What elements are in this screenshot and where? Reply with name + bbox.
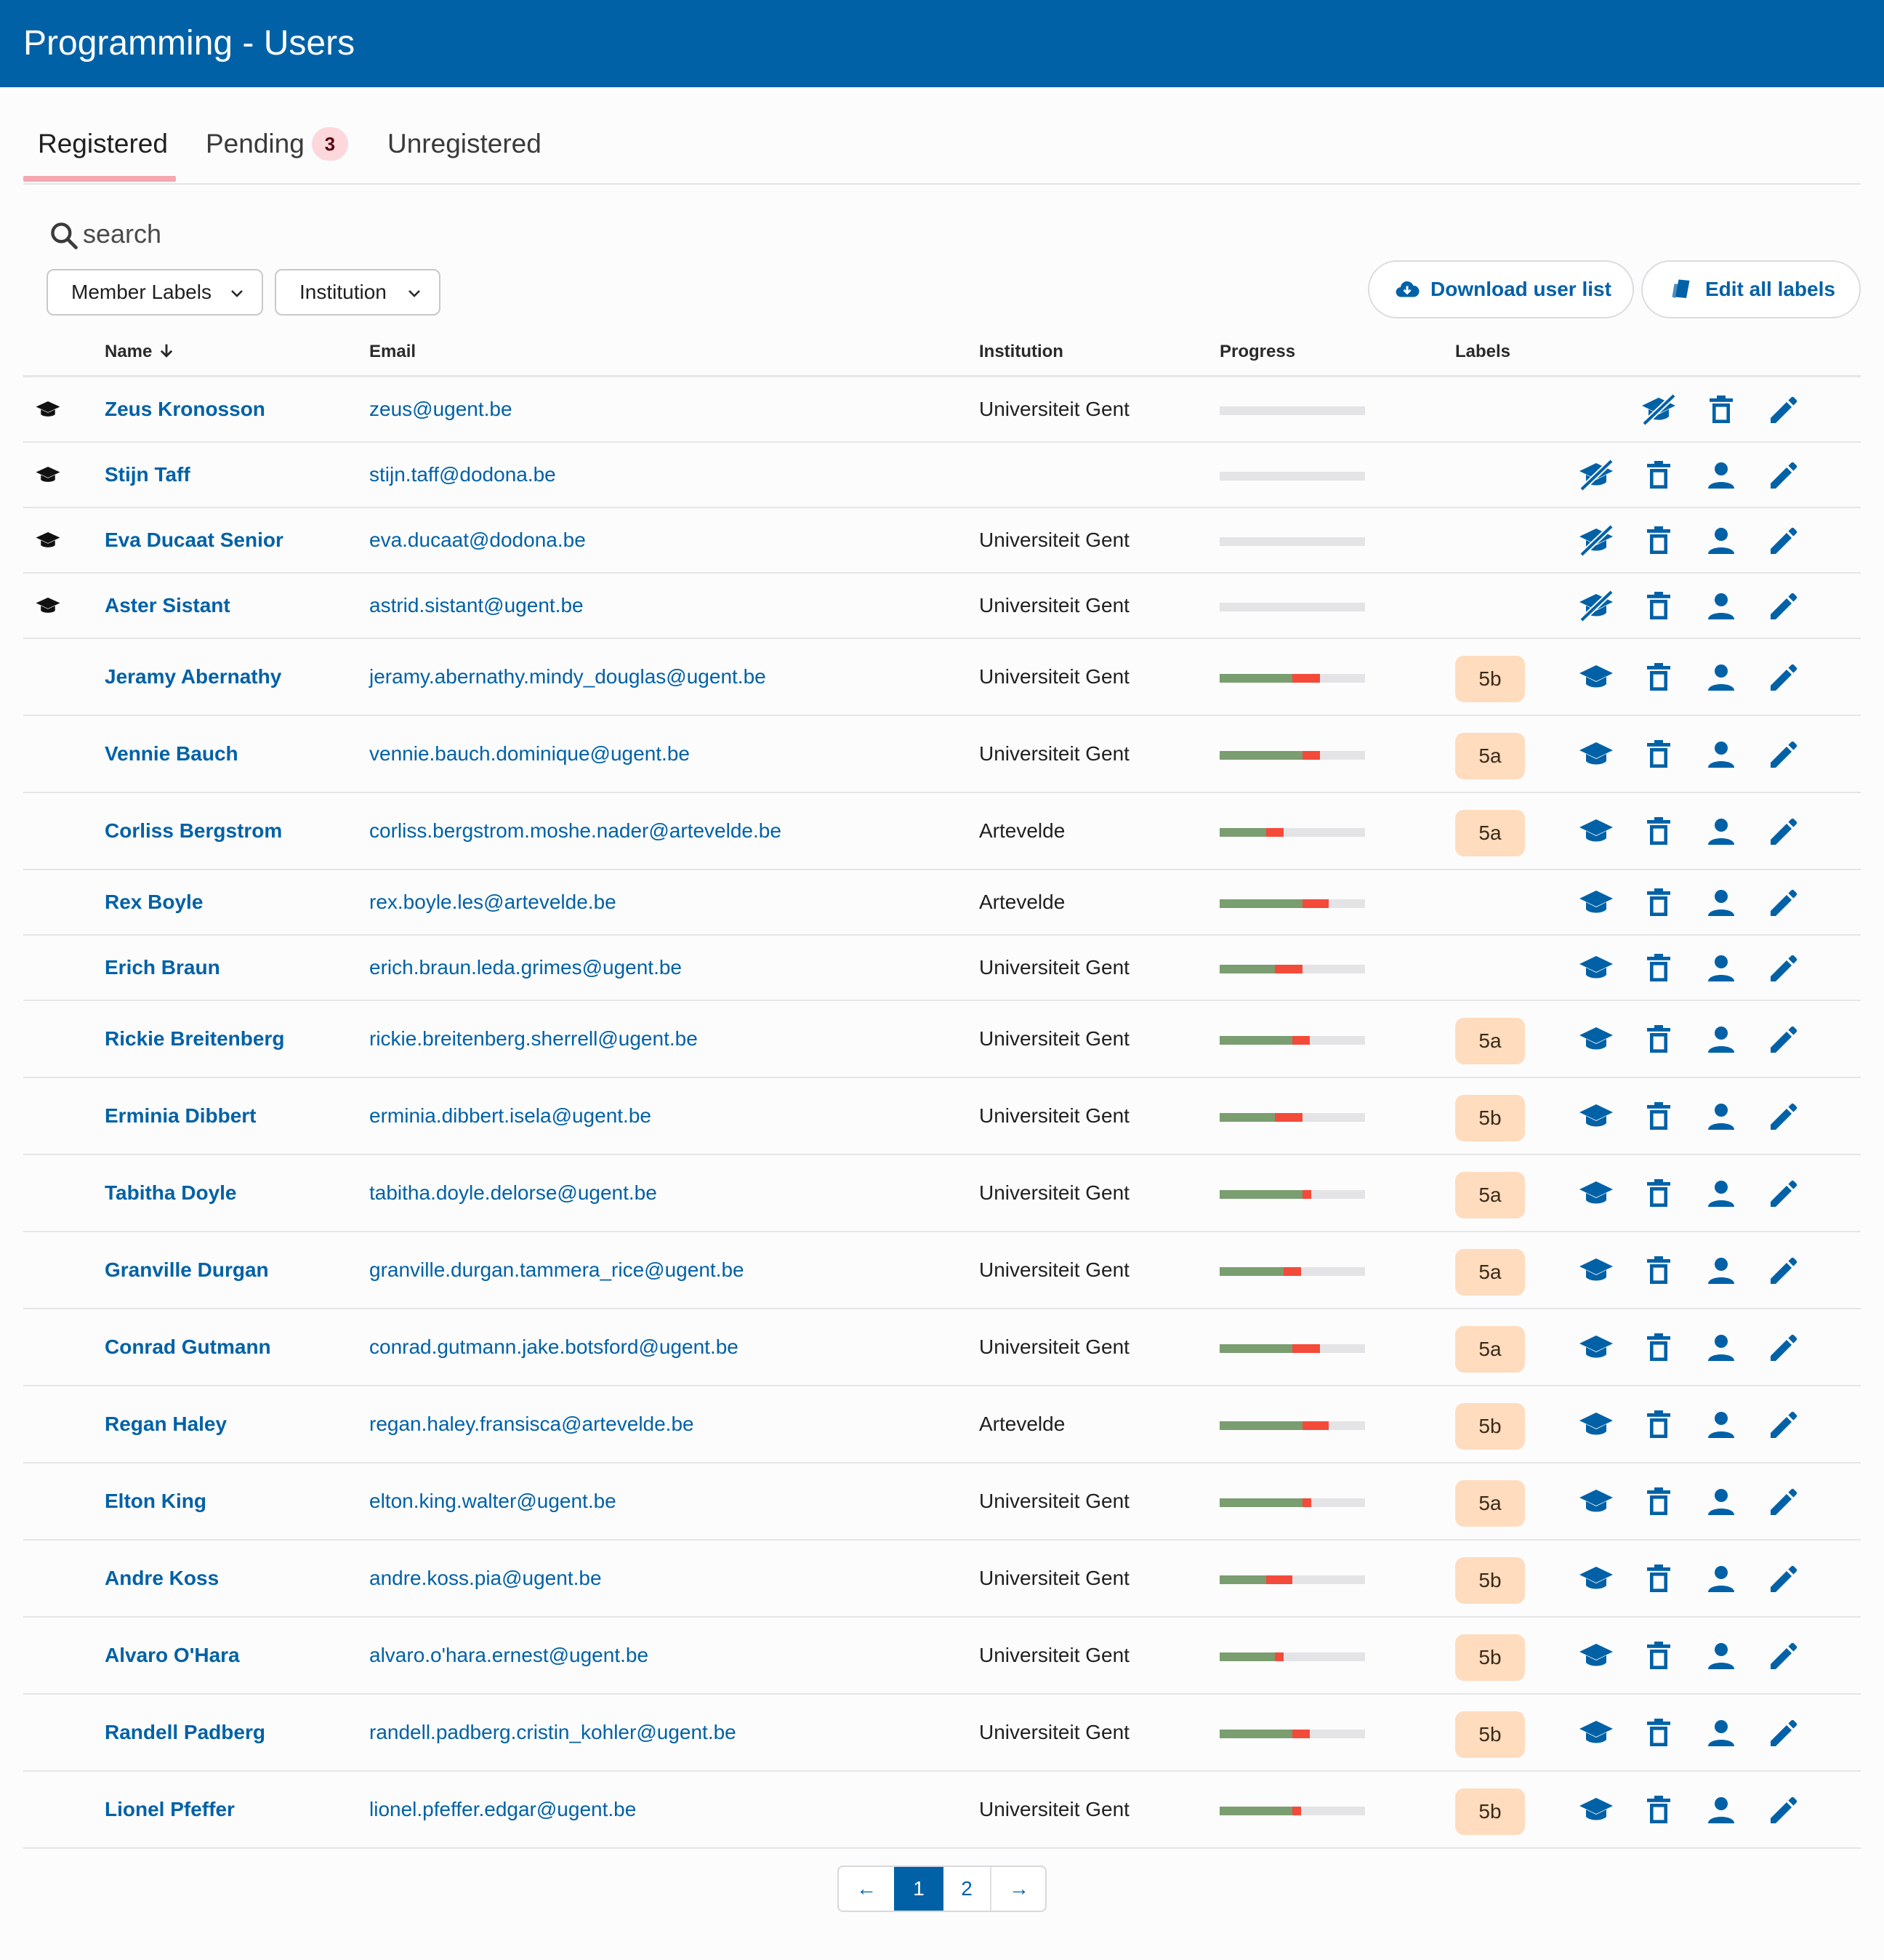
user-email-link[interactable]: alvaro.o'hara.ernest@ugent.be	[369, 1644, 649, 1666]
graduation-cap-icon[interactable]	[1579, 951, 1614, 986]
pencil-icon[interactable]	[1766, 458, 1801, 493]
user-institution: Universiteit Gent	[979, 1258, 1130, 1281]
graduation-cap-icon[interactable]	[1579, 1485, 1614, 1519]
column-header-name-label: Name	[105, 342, 153, 361]
person-icon[interactable]	[1704, 589, 1739, 624]
user-email-link[interactable]: zeus@ugent.be	[369, 398, 512, 420]
user-name-link[interactable]: Granville Durgan	[105, 1258, 269, 1281]
progress-correct	[1220, 1267, 1284, 1276]
progress-bar	[1220, 1036, 1365, 1045]
progress-bar	[1220, 1652, 1365, 1661]
user-name-link[interactable]: Erich Braun	[105, 956, 220, 979]
progress-wrong	[1292, 1807, 1301, 1815]
trash-icon[interactable]	[1641, 1099, 1676, 1134]
user-institution: Universiteit Gent	[979, 594, 1130, 616]
graduation-cap-icon	[35, 462, 61, 489]
member-label-chip: 5b	[1455, 1557, 1525, 1604]
search-input[interactable]	[83, 214, 519, 254]
remove-staff-icon[interactable]	[1579, 523, 1614, 558]
remove-staff-icon[interactable]	[1579, 589, 1614, 624]
remove-staff-icon[interactable]	[1579, 458, 1614, 493]
pencil-icon[interactable]	[1766, 393, 1801, 427]
user-name-link[interactable]: Regan Haley	[105, 1413, 228, 1435]
table-row	[23, 639, 1861, 716]
progress-wrong	[1303, 1421, 1329, 1430]
graduation-cap-icon[interactable]	[1579, 1176, 1614, 1211]
progress-wrong	[1303, 1498, 1311, 1507]
graduation-cap-icon[interactable]	[1579, 1253, 1614, 1288]
progress-bar	[1220, 1190, 1365, 1199]
column-header-progress: Progress	[1220, 342, 1296, 361]
member-label-chip: 5b	[1455, 1403, 1525, 1450]
progress-correct	[1220, 1498, 1303, 1507]
person-icon[interactable]	[1704, 1253, 1739, 1288]
graduation-cap-icon[interactable]	[1579, 660, 1614, 695]
pencil-icon[interactable]	[1766, 1793, 1801, 1828]
user-email-link[interactable]: lionel.pfeffer.edgar@ugent.be	[369, 1798, 637, 1820]
user-institution: Universiteit Gent	[979, 956, 1130, 979]
progress-wrong	[1284, 1267, 1301, 1276]
user-email-link[interactable]: randell.padberg.cristin_kohler@ugent.be	[369, 1721, 736, 1743]
person-icon[interactable]	[1704, 737, 1739, 772]
progress-bar	[1220, 472, 1365, 481]
progress-bar	[1220, 537, 1365, 546]
progress-wrong	[1303, 899, 1329, 908]
page-1-button[interactable]: 1	[894, 1867, 943, 1911]
trash-icon[interactable]	[1641, 1253, 1676, 1288]
user-name-link[interactable]: Corliss Bergstrom	[105, 819, 283, 842]
user-institution: Universiteit Gent	[979, 742, 1130, 765]
pencil-icon[interactable]	[1766, 1022, 1801, 1057]
graduation-cap-icon[interactable]	[1579, 737, 1614, 772]
user-name-link[interactable]: Tabitha Doyle	[105, 1181, 237, 1204]
page-title: Programming - Users	[23, 24, 355, 63]
chevron-down-icon	[407, 286, 422, 301]
table-row	[23, 1772, 1861, 1849]
user-email-link[interactable]: conrad.gutmann.jake.botsford@ugent.be	[369, 1336, 738, 1358]
previous-page-button[interactable]: ←	[856, 1877, 877, 1900]
progress-wrong	[1303, 1190, 1311, 1199]
institution-filter[interactable]	[275, 269, 440, 316]
pencil-icon[interactable]	[1766, 1716, 1801, 1751]
user-institution: Universiteit Gent	[979, 1181, 1130, 1204]
table-row	[23, 1078, 1861, 1155]
member-label-chip: 5a	[1455, 1018, 1525, 1064]
user-institution: Artevelde	[979, 891, 1066, 913]
user-name-link[interactable]: Lionel Pfeffer	[105, 1798, 235, 1820]
arrow-down-icon	[158, 342, 175, 359]
trash-icon[interactable]	[1641, 1793, 1676, 1828]
person-icon[interactable]	[1704, 523, 1739, 558]
pencil-icon[interactable]	[1766, 1562, 1801, 1596]
progress-bar	[1220, 899, 1365, 908]
trash-icon[interactable]	[1641, 589, 1676, 624]
trash-icon[interactable]	[1641, 951, 1676, 986]
pencil-icon[interactable]	[1766, 1639, 1801, 1674]
table-row	[23, 1463, 1861, 1541]
user-institution: Universiteit Gent	[979, 1567, 1130, 1589]
user-email-link[interactable]: granville.durgan.tammera_rice@ugent.be	[369, 1258, 744, 1281]
member-label-chip: 5b	[1455, 1095, 1525, 1141]
remove-staff-icon[interactable]	[1641, 393, 1676, 427]
user-name-link[interactable]: Randell Padberg	[105, 1721, 265, 1743]
graduation-cap-icon[interactable]	[1579, 1639, 1614, 1674]
edit-all-labels-button[interactable]	[1641, 260, 1861, 318]
progress-correct	[1220, 1575, 1266, 1584]
user-institution: Universiteit Gent	[979, 1721, 1130, 1743]
user-institution: Universiteit Gent	[979, 1798, 1130, 1820]
user-name-link[interactable]: Stijn Taff	[105, 463, 190, 486]
pencil-icon[interactable]	[1766, 660, 1801, 695]
user-name-link[interactable]: Conrad Gutmann	[105, 1336, 271, 1358]
person-icon[interactable]	[1704, 1716, 1739, 1751]
page-2-button[interactable]: 2	[943, 1867, 991, 1911]
user-institution: Universiteit Gent	[979, 665, 1130, 688]
progress-bar	[1220, 1344, 1365, 1353]
trash-icon[interactable]	[1641, 814, 1676, 849]
pencil-icon[interactable]	[1766, 1176, 1801, 1211]
progress-wrong	[1275, 1652, 1284, 1661]
trash-icon[interactable]	[1641, 1176, 1676, 1211]
user-institution: Universiteit Gent	[979, 1336, 1130, 1358]
user-institution: Universiteit Gent	[979, 529, 1130, 551]
person-icon[interactable]	[1704, 1639, 1739, 1674]
trash-icon[interactable]	[1704, 393, 1739, 427]
graduation-cap-icon[interactable]	[1579, 1022, 1614, 1057]
user-name-link[interactable]: Rex Boyle	[105, 891, 204, 913]
progress-correct	[1220, 1730, 1292, 1738]
user-email-link[interactable]: corliss.bergstrom.moshe.nader@artevelde.be	[369, 819, 781, 842]
table-row	[23, 1541, 1861, 1618]
pencil-icon[interactable]	[1766, 737, 1801, 772]
progress-bar	[1220, 1498, 1365, 1507]
pagination	[837, 1865, 1047, 1912]
progress-wrong	[1275, 965, 1303, 973]
pencil-icon[interactable]	[1766, 1253, 1801, 1288]
user-email-link[interactable]: erich.braun.leda.grimes@ugent.be	[369, 956, 683, 979]
user-name-link[interactable]: Andre Koss	[105, 1567, 220, 1589]
member-labels-filter[interactable]	[47, 269, 263, 316]
person-icon[interactable]	[1704, 660, 1739, 695]
member-label-chip: 5b	[1455, 1711, 1525, 1758]
labels-icon	[1669, 276, 1695, 302]
person-icon[interactable]	[1704, 1485, 1739, 1519]
user-institution: Artevelde	[979, 819, 1066, 842]
person-icon[interactable]	[1704, 1099, 1739, 1134]
progress-correct	[1220, 1344, 1292, 1353]
progress-bar	[1220, 828, 1365, 837]
progress-correct	[1220, 965, 1275, 973]
user-institution: Universiteit Gent	[979, 1104, 1130, 1127]
progress-wrong	[1292, 1344, 1320, 1353]
progress-correct	[1220, 1190, 1303, 1199]
user-name-link[interactable]: Vennie Bauch	[105, 742, 238, 765]
user-email-link[interactable]: rex.boyle.les@artevelde.be	[369, 891, 616, 913]
progress-bar	[1220, 1807, 1365, 1815]
page-header	[0, 0, 1884, 87]
progress-correct	[1220, 1652, 1275, 1661]
table-row	[23, 1001, 1861, 1078]
progress-bar	[1220, 1575, 1365, 1584]
trash-icon[interactable]	[1641, 1022, 1676, 1057]
person-icon[interactable]	[1704, 1176, 1739, 1211]
user-name-link[interactable]: Rickie Breitenberg	[105, 1027, 285, 1050]
pencil-icon[interactable]	[1766, 523, 1801, 558]
user-email-link[interactable]: tabitha.doyle.delorse@ugent.be	[369, 1181, 657, 1204]
user-name-link[interactable]: Jeramy Abernathy	[105, 665, 282, 688]
table-row	[23, 443, 1861, 508]
member-labels-filter-label: Member Labels	[71, 281, 212, 303]
trash-icon[interactable]	[1641, 885, 1676, 920]
chevron-down-icon	[230, 286, 244, 301]
search-icon	[48, 220, 80, 252]
graduation-cap-icon	[35, 593, 61, 619]
member-label-chip: 5b	[1455, 1788, 1525, 1835]
user-name-link[interactable]: Erminia Dibbert	[105, 1104, 257, 1127]
table-row	[23, 574, 1861, 639]
institution-filter-label: Institution	[299, 281, 387, 303]
table-row	[23, 508, 1861, 574]
member-label-chip: 5a	[1455, 1172, 1525, 1218]
progress-correct	[1220, 899, 1303, 908]
user-email-link[interactable]: elton.king.walter@ugent.be	[369, 1490, 616, 1512]
progress-correct	[1220, 1807, 1292, 1815]
trash-icon[interactable]	[1641, 1562, 1676, 1596]
person-icon[interactable]	[1704, 1022, 1739, 1057]
trash-icon[interactable]	[1641, 1407, 1676, 1442]
progress-wrong	[1275, 1113, 1303, 1122]
member-label-chip: 5b	[1455, 656, 1525, 702]
graduation-cap-icon[interactable]	[1579, 1407, 1614, 1442]
user-name-link[interactable]: Alvaro O'Hara	[105, 1644, 240, 1666]
user-name-link[interactable]: Eva Ducaat Senior	[105, 529, 283, 551]
user-institution: Universiteit Gent	[979, 1490, 1130, 1512]
column-header-email: Email	[369, 342, 416, 361]
pencil-icon[interactable]	[1766, 589, 1801, 624]
trash-icon[interactable]	[1641, 1330, 1676, 1365]
progress-bar	[1220, 965, 1365, 973]
tab-registered[interactable]: Registered	[38, 129, 168, 158]
trash-icon[interactable]	[1641, 737, 1676, 772]
progress-correct	[1220, 1036, 1292, 1045]
table-row	[23, 1618, 1861, 1695]
user-email-link[interactable]: astrid.sistant@ugent.be	[369, 594, 584, 616]
progress-correct	[1220, 828, 1266, 837]
cloud-download-icon	[1394, 276, 1420, 302]
column-header-name[interactable]	[105, 340, 175, 364]
table-row	[23, 936, 1861, 1001]
user-email-link[interactable]: erminia.dibbert.isela@ugent.be	[369, 1104, 651, 1127]
table-row	[23, 377, 1861, 443]
progress-bar	[1220, 1113, 1365, 1122]
progress-wrong	[1266, 828, 1284, 837]
tabs-divider	[23, 183, 1861, 185]
user-name-link[interactable]: Aster Sistant	[105, 594, 230, 616]
progress-bar	[1220, 674, 1365, 683]
trash-icon[interactable]	[1641, 660, 1676, 695]
edit-all-labels-label: Edit all labels	[1705, 278, 1835, 300]
person-icon[interactable]	[1704, 1562, 1739, 1596]
table-row	[23, 870, 1861, 936]
download-user-list-button[interactable]	[1368, 260, 1634, 318]
pencil-icon[interactable]	[1766, 1407, 1801, 1442]
trash-icon[interactable]	[1641, 1639, 1676, 1674]
member-label-chip: 5a	[1455, 733, 1525, 779]
progress-wrong	[1292, 1036, 1310, 1045]
graduation-cap-icon	[35, 528, 61, 554]
graduation-cap-icon[interactable]	[1579, 1330, 1614, 1365]
person-icon[interactable]	[1704, 951, 1739, 986]
graduation-cap-icon[interactable]	[1579, 1562, 1614, 1596]
graduation-cap-icon	[35, 397, 61, 423]
progress-wrong	[1292, 1730, 1310, 1738]
user-email-link[interactable]: rickie.breitenberg.sherrell@ugent.be	[369, 1027, 698, 1050]
pencil-icon[interactable]	[1766, 885, 1801, 920]
progress-bar	[1220, 751, 1365, 760]
progress-wrong	[1266, 1575, 1292, 1584]
user-institution: Universiteit Gent	[979, 1027, 1130, 1050]
table-row	[23, 1309, 1861, 1386]
column-header-labels: Labels	[1455, 342, 1511, 361]
graduation-cap-icon[interactable]	[1579, 1793, 1614, 1828]
person-icon[interactable]	[1704, 1793, 1739, 1828]
progress-correct	[1220, 1113, 1275, 1122]
user-institution: Artevelde	[979, 1413, 1066, 1435]
person-icon[interactable]	[1704, 1330, 1739, 1365]
active-tab-indicator	[23, 176, 176, 182]
pencil-icon[interactable]	[1766, 951, 1801, 986]
trash-icon[interactable]	[1641, 458, 1676, 493]
progress-wrong	[1292, 674, 1320, 683]
member-label-chip: 5a	[1455, 1249, 1525, 1296]
table-row	[23, 716, 1861, 793]
progress-wrong	[1303, 751, 1320, 760]
user-institution: Universiteit Gent	[979, 1644, 1130, 1666]
progress-bar	[1220, 603, 1365, 611]
user-name-link[interactable]: Elton King	[105, 1490, 206, 1512]
tab-pending-label: Pending	[206, 129, 305, 158]
progress-bar	[1220, 1730, 1365, 1738]
progress-correct	[1220, 674, 1292, 683]
next-page-button[interactable]: →	[1009, 1877, 1029, 1900]
graduation-cap-icon[interactable]	[1579, 885, 1614, 920]
download-user-list-label: Download user list	[1430, 278, 1611, 300]
member-label-chip: 5a	[1455, 810, 1525, 856]
pending-count-badge: 3	[312, 127, 348, 161]
user-email-link[interactable]: regan.haley.fransisca@artevelde.be	[369, 1413, 694, 1435]
person-icon[interactable]	[1704, 885, 1739, 920]
trash-icon[interactable]	[1641, 523, 1676, 558]
user-email-link[interactable]: vennie.bauch.dominique@ugent.be	[369, 742, 690, 765]
graduation-cap-icon[interactable]	[1579, 1716, 1614, 1751]
table-row	[23, 1695, 1861, 1772]
pencil-icon[interactable]	[1766, 814, 1801, 849]
user-name-link[interactable]: Zeus Kronosson	[105, 398, 265, 420]
member-label-chip: 5a	[1455, 1480, 1525, 1527]
graduation-cap-icon[interactable]	[1579, 1099, 1614, 1134]
tab-pending[interactable]	[206, 122, 348, 166]
person-icon[interactable]	[1704, 458, 1739, 493]
pencil-icon[interactable]	[1766, 1099, 1801, 1134]
pencil-icon[interactable]	[1766, 1330, 1801, 1365]
column-header-institution: Institution	[979, 342, 1063, 361]
pencil-icon[interactable]	[1766, 1485, 1801, 1519]
progress-correct	[1220, 1421, 1303, 1430]
member-label-chip: 5a	[1455, 1326, 1525, 1373]
trash-icon[interactable]	[1641, 1485, 1676, 1519]
progress-bar	[1220, 1267, 1365, 1276]
progress-correct	[1220, 751, 1303, 760]
table-row	[23, 1386, 1861, 1463]
progress-bar	[1220, 1421, 1365, 1430]
user-email-link[interactable]: jeramy.abernathy.mindy_douglas@ugent.be	[369, 665, 766, 688]
table-row	[23, 1155, 1861, 1232]
user-institution: Universiteit Gent	[979, 398, 1130, 420]
person-icon[interactable]	[1704, 814, 1739, 849]
user-email-link[interactable]: stijn.taff@dodona.be	[369, 463, 556, 486]
user-email-link[interactable]: andre.koss.pia@ugent.be	[369, 1567, 602, 1589]
person-icon[interactable]	[1704, 1407, 1739, 1442]
graduation-cap-icon[interactable]	[1579, 814, 1614, 849]
table-row	[23, 793, 1861, 870]
trash-icon[interactable]	[1641, 1716, 1676, 1751]
member-label-chip: 5b	[1455, 1634, 1525, 1681]
table-row	[23, 1232, 1861, 1309]
tab-unregistered[interactable]: Unregistered	[387, 129, 542, 158]
user-email-link[interactable]: eva.ducaat@dodona.be	[369, 529, 586, 551]
progress-bar	[1220, 406, 1365, 415]
